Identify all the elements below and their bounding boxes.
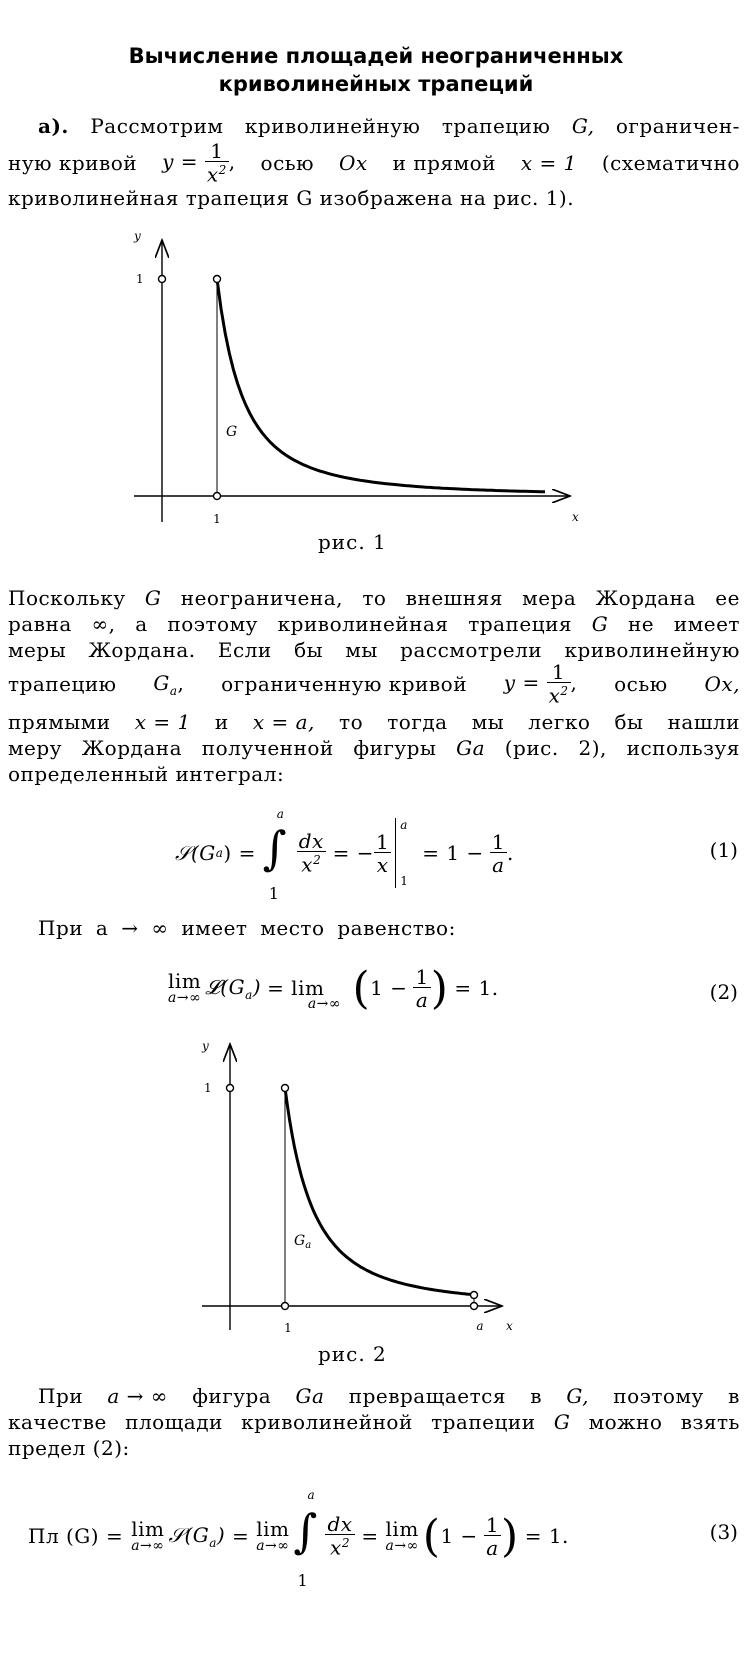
fig1-tick-x1: 1	[213, 512, 221, 526]
intro-line-1	[38, 114, 740, 138]
eq1-fraction: $\frac{dx}{x^2}$	[298, 829, 324, 877]
intro-line-3: криволинейная трапеция G изображена на рис. 1).	[8, 186, 575, 210]
eq3-lower-limit: 1	[297, 1571, 309, 1590]
p4-line-3: предел (2):	[8, 1436, 130, 1460]
fig1-curve	[217, 279, 545, 492]
p4-line-2	[8, 1410, 740, 1434]
p2-word: (рис.	[504, 736, 559, 760]
eq3-fraction-1-over-a: $\frac{1}{a}$	[485, 1512, 500, 1560]
p2-word: криволинейная	[277, 612, 449, 636]
p4-word: фигура	[192, 1384, 272, 1408]
eq3-integral: a ∫ 1	[293, 1488, 318, 1590]
fig2-tick-x1: 1	[284, 1321, 292, 1335]
title-line-1: Вычисление площадей неограниченных	[128, 44, 624, 68]
eq2-fraction-1-over-a: $\frac{1}{a}$	[415, 964, 429, 1012]
p2-word: меру	[8, 736, 62, 760]
p2-word: x = 1	[134, 710, 191, 734]
p2-text: ограниченную кривой	[221, 672, 468, 696]
fig1-point-x1	[214, 493, 221, 500]
p2-word: фигуры	[353, 736, 437, 760]
eq1-fraction-1-over-x: $\frac{1}{x}$	[376, 829, 390, 877]
fig2-point-x1	[282, 1303, 289, 1310]
fig1-point-y1	[159, 276, 166, 283]
p2-word: бы	[614, 710, 644, 734]
p4-line-1	[38, 1384, 740, 1408]
p2-word: Жордана	[81, 736, 183, 760]
fig2-caption: рис. 2	[318, 1342, 387, 1366]
p4-word: a → ∞	[107, 1384, 168, 1408]
fig1-caption: рис. 1	[318, 530, 387, 554]
fig2-point-top	[282, 1085, 289, 1092]
eq2-lim-1: lim a→∞	[168, 969, 202, 1006]
fig2-region-ga: $G_a$	[294, 1233, 312, 1251]
p2-word: мы	[345, 638, 378, 662]
p2-word: мера	[522, 586, 577, 610]
p2-word: используя	[626, 736, 740, 760]
eq3-lim-1: lim a→∞	[131, 1517, 165, 1554]
title-line-2: криволинейных трапеций	[218, 72, 534, 96]
p2-word: то	[362, 586, 387, 610]
p2-word: Если	[217, 638, 272, 662]
p2-word: 2),	[578, 736, 607, 760]
eq1-upper-limit: a	[276, 807, 285, 821]
fig2-point-y1	[227, 1085, 234, 1092]
eq1-rhs: = 1 −	[422, 841, 484, 865]
p4-word: G,	[566, 1384, 589, 1408]
eq2-number: (2)	[709, 980, 738, 1004]
equation-1: 𝒮(G a ) = a ∫ 1 $\frac{dx}{x^2}$ = − $\frac{1}{x}$ a 1 = 1 − $\frac{1}{a}$ .	[175, 807, 514, 903]
eq3-tail: = 1.	[524, 1524, 569, 1548]
p2-text: осью	[614, 672, 668, 696]
p2-line-3	[8, 638, 740, 662]
fig2-tick-y1: 1	[204, 1081, 212, 1095]
eq3-fraction: $\frac{dx}{x^2}$	[327, 1512, 353, 1560]
p2-text: трапецию	[8, 672, 117, 696]
p2-word: имеет	[673, 612, 740, 636]
p2-word: Ga	[456, 736, 486, 760]
p4-word: трапеции	[431, 1410, 536, 1434]
eq1-number: (1)	[709, 838, 738, 862]
intro-word: ограничен-	[615, 114, 740, 138]
p2-word: трапеция	[468, 612, 573, 636]
intro-label: а).	[38, 114, 69, 138]
p2-word: мы	[471, 710, 505, 734]
p2-word: Жордана	[595, 586, 696, 610]
eq1-lower-limit: 1	[268, 884, 280, 903]
p2-word: равна	[8, 612, 72, 636]
fig2-tick-a: a	[476, 1319, 484, 1333]
intro-text: (схематично	[601, 151, 740, 175]
fig1-label-x: x	[572, 510, 579, 524]
fig2-label-x: x	[506, 1319, 513, 1333]
p2-word: x = a,	[252, 710, 315, 734]
eq2-tail: = 1.	[454, 976, 499, 1000]
intro-word: G,	[571, 114, 595, 138]
p2-word: полученной	[201, 736, 334, 760]
p4-word: При	[38, 1384, 84, 1408]
p2-word: Жордана.	[88, 638, 196, 662]
p2-line-1	[8, 586, 740, 610]
intro-x1: x = 1	[520, 151, 577, 175]
p2-ga: G	[153, 670, 170, 695]
p4-word: Ga	[295, 1384, 325, 1408]
p2-word: G	[591, 612, 609, 636]
p4-word: G	[553, 1410, 571, 1434]
equation-3: Пл (G) = lim a→∞ $𝒮(G_a)$ = lim a→∞ a ∫ 1 $\frac{dx}{x^2}$ = lim a→∞ ( 1 − $\frac{1}{a}$ ) = 1.	[28, 1488, 569, 1590]
intro-word: криволинейную	[244, 114, 421, 138]
intro-text: осью	[260, 151, 315, 175]
p2-word: и	[214, 710, 229, 734]
p4-word: превращается	[348, 1384, 506, 1408]
fig1-label-y: y	[134, 229, 141, 243]
p2-word: рассмотрели	[400, 638, 543, 662]
p4-word: качестве	[8, 1410, 107, 1434]
p2-word: G	[144, 586, 162, 610]
fraction-1-over-x2: $\frac{1}{x^2}$	[548, 660, 569, 708]
p2-word: не	[627, 612, 655, 636]
p2-word: ∞,	[91, 612, 116, 636]
eq3-lim-2: lim a→∞	[256, 1517, 290, 1554]
p2-ox: Ox,	[704, 672, 740, 696]
intro-word: трапецию	[441, 114, 551, 138]
p2-line-7: определенный интеграл:	[8, 762, 285, 786]
p4-word: в	[728, 1384, 740, 1408]
p2-line-6	[8, 736, 740, 760]
figure-2	[190, 1030, 520, 1342]
p2-word: тогда	[387, 710, 448, 734]
fig2-point-a	[471, 1303, 478, 1310]
p2-word: бы	[294, 638, 324, 662]
p4-word: поэтому	[613, 1384, 704, 1408]
p4-word: площади	[125, 1410, 223, 1434]
p2-word: прямыми	[8, 710, 111, 734]
p2-word: меры	[8, 638, 67, 662]
eq1-lhs: 𝒮(G	[175, 841, 216, 865]
p2-line-4: трапецию $G_a$, ограниченную кривой y = $\frac{1}{x^2}$ , осью Ox,	[8, 660, 740, 708]
p2-word: Поскольку	[8, 586, 126, 610]
p2-word: внешняя	[405, 586, 503, 610]
eq3-upper-limit: a	[307, 1488, 316, 1502]
figure-1	[120, 222, 590, 532]
p4-word: можно	[588, 1410, 663, 1434]
p2-word: поэтому	[167, 612, 258, 636]
fig1-tick-y1: 1	[136, 272, 144, 286]
p4-word: в	[530, 1384, 543, 1408]
eq2-lim-sub: a→∞	[307, 996, 342, 1012]
fraction-1-over-x2: $\frac{1}{x^2}$	[206, 139, 227, 187]
intro-ox: Ox	[339, 151, 368, 175]
p2-word: неограничена,	[180, 586, 343, 610]
intro-y-eq: y =	[162, 149, 198, 174]
eq3-lhs: Пл (G) =	[28, 1524, 124, 1548]
p2-word: нашли	[667, 710, 740, 734]
eq1-evaluation-bar: a 1	[395, 818, 422, 888]
intro-line-2: ную кривой y = $\frac{1}{x^2}$ , осью Ox и прямой x = 1 (схематично	[8, 139, 740, 187]
p3: При a → ∞ имеет место равенство:	[38, 916, 456, 940]
fig2-point-a-top	[471, 1292, 478, 1299]
fig2-label-y: y	[202, 1039, 209, 1053]
equation-2: lim a→∞ $𝓛(G_a)$ = lim a→∞ ( 1 − $\frac{1}{a}$ ) = 1.	[168, 962, 499, 1014]
p2-line-2	[8, 612, 740, 636]
fig2-curve	[285, 1088, 474, 1295]
eq1-fraction-1-over-a: $\frac{1}{a}$	[491, 829, 505, 877]
p2-word: то	[339, 710, 364, 734]
p4-word: криволинейной	[241, 1410, 413, 1434]
p2-word: ее	[715, 586, 740, 610]
fig1-region-g: G	[226, 424, 238, 440]
p4-word: взять	[680, 1410, 740, 1434]
eq3-lim-3: lim a→∞	[385, 1517, 419, 1554]
p2-y-eq: y =	[503, 670, 540, 695]
intro-word: Рассмотрим	[90, 114, 224, 138]
p2-line-5	[8, 710, 740, 734]
intro-text: ную кривой	[8, 151, 138, 175]
p2-word: а	[135, 612, 148, 636]
p2-word: криволинейную	[564, 638, 740, 662]
eq3-number: (3)	[709, 1520, 738, 1544]
eq2-mid: = lim	[267, 976, 325, 1000]
fig1-point-top	[214, 276, 221, 283]
intro-text: и прямой	[392, 151, 496, 175]
p2-word: легко	[528, 710, 591, 734]
eq1-integral: a ∫ 1	[262, 807, 288, 903]
